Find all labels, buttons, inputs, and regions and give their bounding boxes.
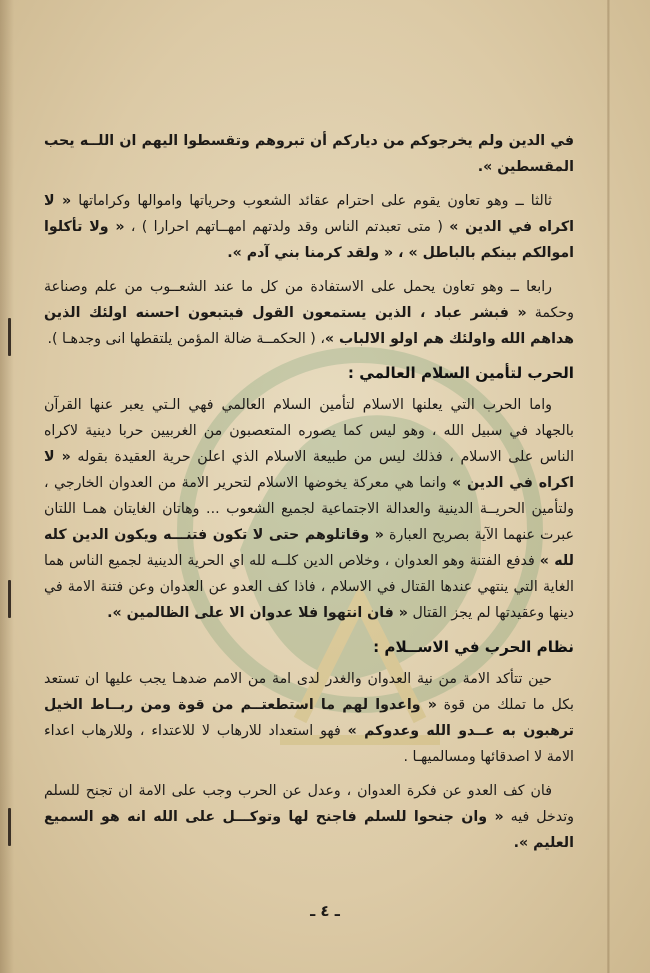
text-run: ( متى تعبدتم الناس وقد ولدتهم امهــاتهم احرارا ) ، bbox=[124, 219, 450, 235]
text-run: رابعا ــ وهو تعاون يحمل على الاستفادة من كل ما عند الشعــوب من علم وصناعة وحكمة bbox=[44, 279, 574, 321]
paragraph-verse-end: في الدين ولم يخرجوكم من دياركم أن تبروهم وتقسطوا اليهم ان اللــه يحب المقسطين ». bbox=[44, 133, 574, 175]
text-run: فدفع الفتنة وهو العدوان ، وخلاص الدين كلــه لله اي الحرية الدينية لجميع الناس هما الغاية التي ينتهي عندها القتال في الاسلام ، فاذا كف العدو عن العدوان وعن فتنة الامة في دينها وعقيدتها لم يجز القتال bbox=[44, 553, 574, 621]
text-run: فهو استعداد للارهاب لا للاعتداء ، وللارهاب اعداء الامة لا اصدقائها ومسالميهـا . bbox=[44, 723, 574, 765]
section-heading-war-for-peace: الحرب لتأمين السلام العالمي : bbox=[347, 364, 574, 382]
paragraph-thirdly bbox=[44, 188, 574, 266]
quote-run: « ولا تأكلوا اموالكم بينكم بالباطل » ، « ولقد كرمنا بني آدم ». bbox=[44, 219, 574, 261]
staple-mark bbox=[8, 808, 11, 846]
quote-run: « وان جنحوا للسلم فاجنح لها وتوكـــل على الله انه هو السميع العليم ». bbox=[44, 809, 574, 851]
quote-run: « فان انتهوا فلا عدوان الا على الظالمين ». bbox=[107, 605, 408, 621]
paragraph-peace bbox=[44, 778, 574, 856]
quote-run: « واعدوا لهم ما استطعتــم من قوة ومن ربــاط الخيل ترهبون به عــدو الله وعدوكم » bbox=[44, 697, 574, 739]
section-heading-war-system: نظام الحرب في الاســلام : bbox=[373, 638, 574, 656]
page-number: ـ ٤ ـ bbox=[310, 902, 340, 920]
text-run: حين تتأكد الامة من نية العدوان والغدر لدى امة من الامم ضدهـا يجب عليها ان تستعد بكل ما تملك من قوة bbox=[44, 671, 574, 713]
text-run: ، ( الحكمــة ضالة المؤمن يلتقطها انى وجدهـا ). bbox=[47, 331, 325, 347]
staple-mark bbox=[8, 580, 11, 618]
paragraph-fourthly bbox=[44, 274, 574, 352]
quote-run: « فبشر عباد ، الذين يستمعون القول فيتبعون احسنه اولئك الذين هداهم الله واولئك هم اولو الالباب » bbox=[44, 305, 574, 347]
text-run: واما الحرب التي يعلنها الاسلام لتأمين السلام العالمي فهي الـتي يعبر عنها القرآن بالجهاد في سبيل الله ، وهو ليس كما يصوره المتعصبون من الغربيين حربا دينية لاكراه الناس على الاسلام ، فذلك ليس من طبيعة الاسلام الذي اعلن حرية العقيدة بقوله bbox=[44, 397, 575, 465]
paragraph-war-system bbox=[44, 666, 574, 770]
quote-run: « لا اكراه في الدين » bbox=[44, 193, 574, 235]
quote-run: « لا اكراه في الدين » bbox=[44, 449, 574, 491]
paragraph-war-for-peace bbox=[44, 392, 574, 626]
staple-mark bbox=[8, 318, 11, 356]
page-edge-shadow bbox=[0, 0, 14, 973]
page-fold-crease bbox=[607, 0, 610, 973]
text-run: فان كف العدو عن فكرة العدوان ، وعدل عن الحرب وجب على الامة ان تجنح للسلم وتدخل فيه bbox=[44, 783, 575, 825]
quote-run: « وقاتلوهم حتى لا تكون فتنـــه ويكون الدين كله لله » bbox=[44, 527, 574, 569]
text-run: وانما هي معركة يخوضها الاسلام لتحرير الامة من العدوان الخارجي ، ولتأمين الحريــة الدينية والعدالة الاجتماعية لجميع الشعوب ... وهاتان الغايتان همـا اللتان عبرت عنهما الآية بصريح العبارة bbox=[44, 475, 574, 543]
article-body bbox=[44, 128, 574, 864]
text-run: ثالثا ــ وهو تعاون يقوم على احترام عقائد الشعوب وحرياتها واموالها وكراماتها bbox=[71, 193, 552, 209]
